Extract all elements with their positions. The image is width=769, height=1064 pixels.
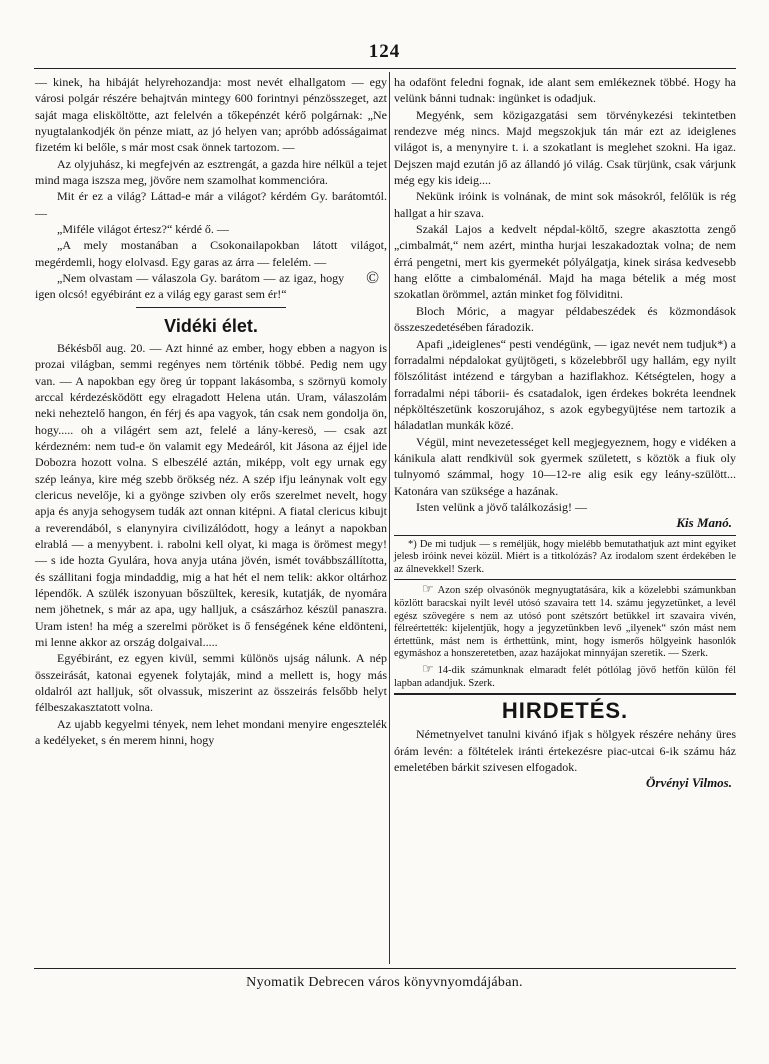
advertisement-text: Németnyelvet tanulni kivánó ifjak s hölgyek részére nehány üres órám levén: a föltételek iránti értekezésre piac-utcai 6-ik számu ház emeletében bárkit szivesen elfogadok. [394,727,736,774]
paragraph: „Miféle világot értesz?“ kérdé ő. — [57,222,229,237]
left-column [35,74,387,748]
paragraph: Bloch Móric, a magyar példabeszédek és közmondások összeszedetésében fáradozik. [394,303,736,335]
notice [394,583,736,661]
copyright-icon: © [366,268,379,288]
notice-text: 14-dik számunknak elmaradt felét pótlólag jövő hetfőn külön fél lapban adandjuk. Szerk. [394,664,736,689]
paragraph: Apafi „ideiglenes“ pesti vendégünk, — igaz nevét nem tudjuk*) a forradalmi népdalokat gyüjtögeti, s közelebbről ugy hallám, egy nyilt fölszólitást intézend e tárgyban a haziflakhoz. Kétségtelen, hogy a forradalmi népi táborii- és csatadalok, igen érdekes bokréta leendnek népköltészetünk koszorujához, s azok egybegyüjtése nem tartozik a háladatlan munkák közé. [394,336,736,433]
paragraph: Mit ér ez a világ? Láttad-e már a világot? kérdém Gy. barátomtól. — [35,189,387,220]
paragraph: Békésből aug. 20. — Azt hinné az ember, hogy ebben a nagyon is prozai világban, semmi regényes nem történik többé. Pedig nem ugy van. — A napokban egy öreg úr toppant lakásomba, s szörnyü komoly arccal kérdezésködött egy elragadott Helena után. Uram, válaszolám neki neheztelő hangon, én férj és apa vagyok, tán csak nem gondolja ön, hogy..... oh a világért sem azt, felelé a lány-keresö, — csak azt kérdezném: nem tud-e ön valamit egy Medeáról, kit Jásona az éjjel ide Dobozra hozott volna. S elbeszélé aztán, miképp, volt egy urnak egy szép leánya, kire még szebb örökség néz. A szép ifju leánynak volt egy clericus nevelője, ki a gyönge szivben oly erős szerelmet nevelt, hogy apja és anyja sehogysem tudák azt onnan kitépni. A fiatal clericus kibujt a reverendából, s elanynyira civilizálódott, hogy a leányt a napokban elrablá — a menyybent. i. rabolni kell olyat, ki maga is örömest megy! — s ide hozta Gyulára, hova anyja utána jövén, ismét továbbszállította, és szállitani fogja mindaddig, mig a hat hét el nem telik: akkor oltárhoz lépendők. A szülék iszonyuan bőszültek, keresik, kutatják, de nyomára nem jöhetnek, s már az apa, ugy halljuk, a császárhoz készül panaszra. Uram isten! ha még a szerelmi pöröket is ő fenségének kéne eldönteni, mi lenne akkor az ország dolgaival..... [35,340,387,649]
column-divider [389,72,390,964]
page-number: 124 [368,41,401,62]
paragraph [35,270,387,303]
paragraph: Szakál Lajos a kedvelt népdal-költő, szegre akasztotta zengő „cimbalmát,“ nem azért, mintha hurjai leszakadoztak volna; de nem érrá pengetni, mert kis gyermekét pólyálgatja, kinek sirása kedvesebb hang előtte a cimbaloménál. Majd ha maga bételik a még most szokatlan örömmel, aztán minket fog fölviditni. [394,222,736,302]
paragraph: „A mely mostanában a Csokonailapokban látott világot, megérdemli, hogy elolvasd. Egy garas az árra — felelém. — [35,238,387,269]
footnote: *) De mi tudjuk — s reméljük, hogy mielébb bemutathatjuk azt mint egyiket jelesb iróink nevei közül. Miért is a titkolózás? Az irodalom szent érdekében le az álnevekkel! Szerk. [394,538,736,575]
paragraph: Isten velünk a jövő találkozásig! — [416,499,587,514]
advertiser-signature: Örvényi Vilmos. [646,775,732,791]
notice-rule [394,579,736,580]
author-signature: Kis Manó. [676,515,732,531]
paragraph: Az olyjuhász, ki megfejvén az esztrengát, a gazda hire nélkül a tejet mind maga iszsza meg, jövőre nem szamolhat kommencióra. [35,156,387,188]
paragraph: Az ujabb kegyelmi tények, nem lehet mondani menyire engesztelék a kedélyeket, s én merem hinni, hogy [35,716,387,748]
footnote-rule [394,535,736,536]
notice-text: Azon szép olvasónök megnyugtatására, kik a közelebbi számunkban közlött baracskai nyilt levél utósó szavaira tett 14. számu jegyzetünket, a levél egész szövegére s nem az utósó pont szétszórt betükkel irt szavaira vivén, félreértették: kijelentjük, hogy a jegyzetünkben levő „ilyenek“ szón mást nem értettünk, mást nem is érthettünk, mint, hogy ismerős hölgyeink hasonlók egymáshoz a honszeretetben, azaz hazájokat minnyájan szeretik. — Szerk. [394,585,736,660]
paragraph: ha odafönt feledni fognak, ide alant sem emlékeznek többé. Hogy ha velünk bánni tudnak: ingünket is odadjuk. [394,75,736,106]
right-column [394,74,736,792]
paragraph: Megyénk, sem közigazgatási sem törvénykezési tekintetben rendezve még nincs. Majd megszokjuk tán már ezt az ideiglenes világot is, a menynyire t. i. a szokatlant is meglehet szokni. Ha igaz. Dejszen majd ezután jő az állandó jó világ. Csak türjünk, csak várjunk még egy kis ideig.... [394,107,736,188]
notice [394,660,736,690]
paragraph: — kinek, ha hibáját helyrehozandja: most nevét elhallgatom — egy városi polgár részére behajtván mintegy 600 forintnyi pénzösszeget, azt saját maga elisköltötte, azt felelvén a tőkepénzét kérő polgárnak: „Ne nyugtalankodjék ön pénze miatt, az jó helyen van; apróbb adósságaimat fizetém ki belőle, s már most csak önnek tartozom. — [35,75,387,155]
advertisement-rule [394,693,736,695]
paragraph-text: „Nem olvastam — válaszola Gy. barátom — az igaz, hogy igen olcsó! egyébiránt ez a világ egy garast sem ér!“ [35,271,345,302]
paragraph: Végül, mint nevezetességet kell megjegyeznem, hogy e vidéken a kánikula alatt rendkivül sok gyermek született, s köztök a fiuk oly tulnyomó számmal, hogy 10—12-re alig esik egy leány-szülött... Katonára van szüksége a hazának. [394,434,736,498]
header-rule [34,68,736,69]
pointing-hand-icon: ☞ [422,660,434,676]
paragraph: Nekünk iróink is volnának, de mint sok másokról, felőlük is rég hallgat a hir szava. [394,189,736,220]
advertisement-title: HIRDETÉS. [501,698,629,724]
section-title: Vidéki élet. [164,315,258,336]
pointing-hand-icon: ☞ [422,581,434,597]
section-divider [136,307,286,308]
paragraph: Egyébiránt, ez egyen kivül, semmi különös ujság nálunk. A nép összeirását, katonai egyenek folytaják, mind a mellett is, hogy más oldalról azt halljuk, sőt olvassuk, miszerint az összeirás felsőbb helyt félbeszakasztatott volna. [35,651,387,715]
footer-rule [34,968,736,969]
printer-imprint: Nyomatik Debrecen város könyvnyomdájában. [246,975,523,990]
